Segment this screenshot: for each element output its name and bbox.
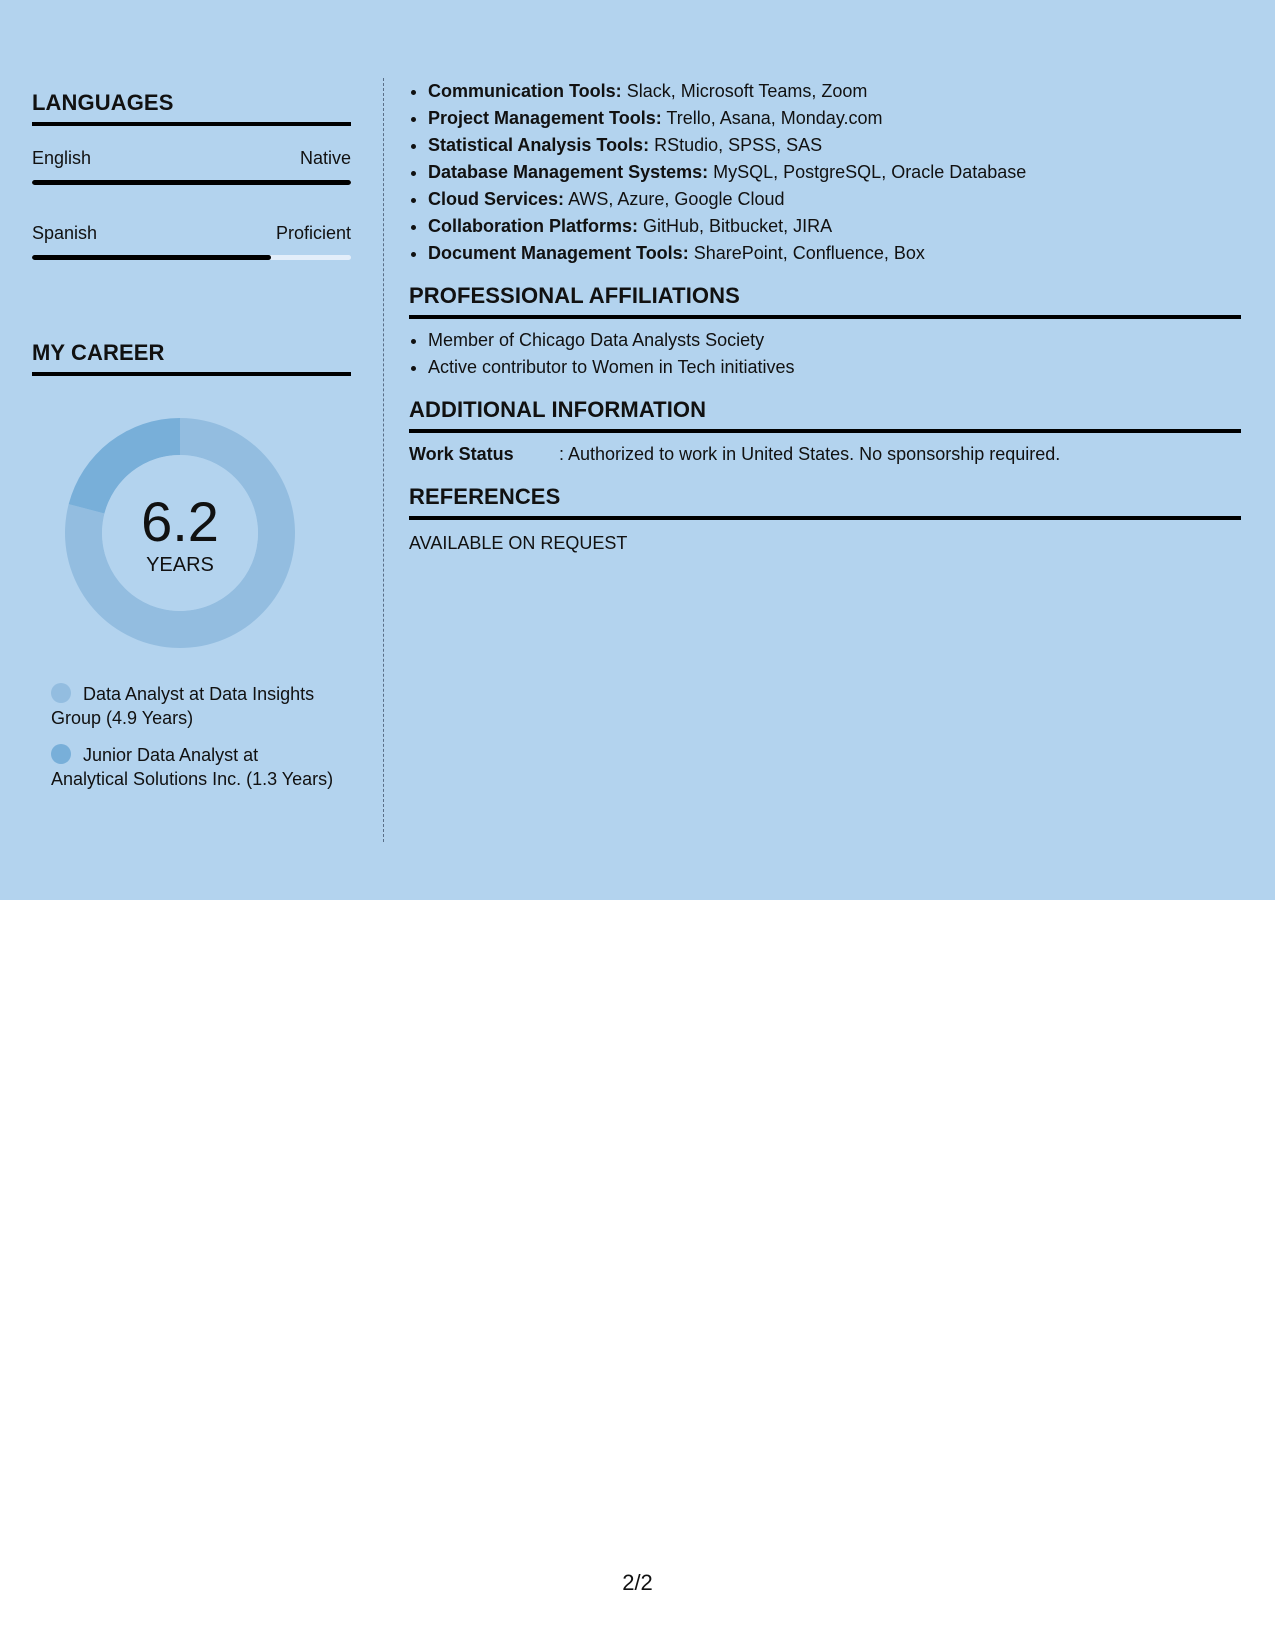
list-item: • Database Management Systems: MySQL, PostgreSQL, Oracle Database — [428, 159, 1241, 186]
career-years-unit: YEARS — [146, 553, 214, 576]
career-total-years: 6.2 — [141, 489, 219, 553]
list-item: • Cloud Services: AWS, Azure, Google Cloud — [428, 186, 1241, 213]
language-spanish — [32, 223, 351, 260]
career-donut-chart — [65, 418, 295, 648]
language-name: Spanish — [32, 223, 98, 243]
career-legend — [51, 682, 336, 791]
tools-list — [409, 78, 1241, 267]
page-number: 2/2 — [622, 1570, 653, 1595]
work-status-row — [409, 441, 1241, 468]
list-item: • Active contributor to Women in Tech initiatives — [428, 354, 1241, 381]
work-status-label: Work Status — [409, 444, 514, 464]
career-title: MY CAREER — [32, 340, 351, 376]
column-divider — [383, 78, 384, 842]
references-text: AVAILABLE ON REQUEST — [409, 533, 628, 553]
legend-label: Junior Data Analyst at Analytical Solutions Inc. (1.3 Years) — [51, 745, 334, 789]
affiliations-title: PROFESSIONAL AFFILIATIONS — [409, 283, 1241, 319]
languages-title: LANGUAGES — [32, 90, 351, 126]
legend-dot-icon — [51, 683, 71, 703]
language-bar-fill — [32, 180, 351, 185]
list-item: • Document Management Tools: SharePoint, Confluence, Box — [428, 240, 1241, 267]
language-level: Proficient — [275, 223, 351, 243]
language-english — [32, 148, 351, 185]
work-status-value: : Authorized to work in United States. No sponsorship required. — [559, 444, 1061, 464]
donut-center — [65, 418, 295, 648]
references-title: REFERENCES — [409, 484, 1241, 520]
list-item: • Collaboration Platforms: GitHub, Bitbucket, JIRA — [428, 213, 1241, 240]
language-bar — [32, 255, 351, 260]
list-item: • Member of Chicago Data Analysts Society — [428, 327, 1241, 354]
legend-label: Data Analyst at Data Insights Group (4.9 Years) — [51, 684, 315, 728]
affiliations-list — [409, 327, 1241, 381]
language-name: English — [32, 148, 92, 168]
language-bar-fill — [32, 255, 271, 260]
list-item: • Project Management Tools: Trello, Asana, Monday.com — [428, 105, 1241, 132]
legend-item — [51, 743, 336, 791]
left-column — [32, 90, 351, 804]
legend-dot-icon — [51, 744, 71, 764]
legend-item — [51, 682, 336, 730]
right-column — [409, 78, 1241, 557]
language-level: Native — [299, 148, 351, 168]
list-item: • Communication Tools: Slack, Microsoft Teams, Zoom — [428, 78, 1241, 105]
list-item: • Statistical Analysis Tools: RStudio, SPSS, SAS — [428, 132, 1241, 159]
language-bar — [32, 180, 351, 185]
additional-info-title: ADDITIONAL INFORMATION — [409, 397, 1241, 433]
